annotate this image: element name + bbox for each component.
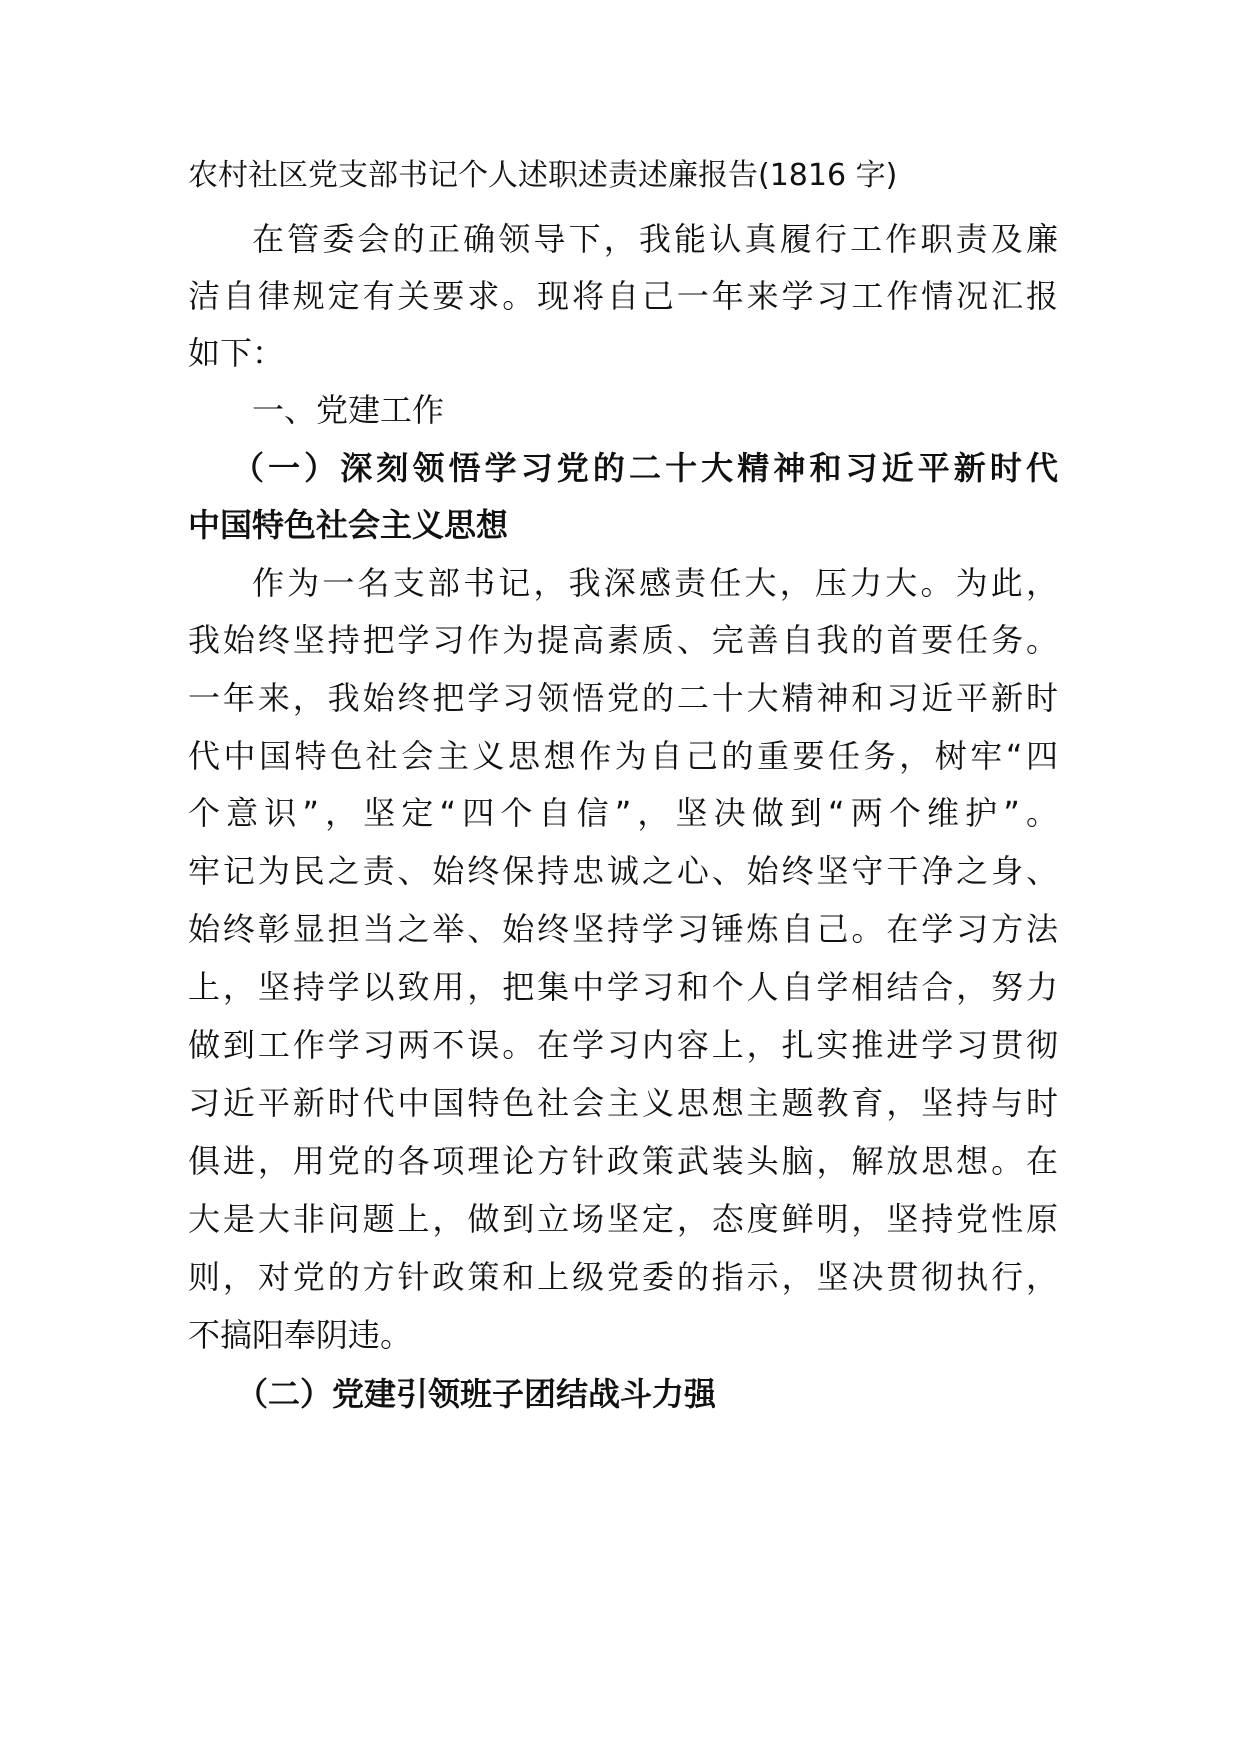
body-line-8: 上，坚持学以致用，把集中学习和个人自学相结合，努力 xyxy=(188,968,1058,1006)
body-line-13: 则，对党的方针政策和上级党委的指示，坚决贯彻执行， xyxy=(188,1258,1058,1296)
subsection-heading-1-line-1: （一）深刻领悟学习党的二十大精神和习近平新时代 xyxy=(232,449,1058,487)
intro-line-1: 在管委会的正确领导下，我能认真履行工作职责及廉 xyxy=(252,220,1058,258)
body-line-5: 个意识”，坚定“四个自信”，坚决做到“两个维护”。 xyxy=(188,794,1058,832)
body-line-11: 俱进，用党的各项理论方针政策武装头脑，解放思想。在 xyxy=(188,1142,1058,1180)
intro-line-2: 洁自律规定有关要求。现将自己一年来学习工作情况汇报 xyxy=(188,277,1058,315)
body-line-9: 做到工作学习两不误。在学习内容上，扎实推进学习贯彻 xyxy=(188,1026,1058,1064)
subsection-heading-2: （二）党建引领班子团结战斗力强 xyxy=(236,1375,717,1413)
body-line-7: 始终彰显担当之举、始终坚持学习锤炼自己。在学习方法 xyxy=(188,910,1058,948)
body-line-4: 代中国特色社会主义思想作为自己的重要任务，树牢“四 xyxy=(188,737,1058,775)
body-line-6: 牢记为民之责、始终保持忠诚之心、始终坚守干净之身、 xyxy=(188,852,1058,890)
body-line-14: 不搞阳奉阴违。 xyxy=(188,1316,413,1354)
body-line-1: 作为一名支部书记，我深感责任大，压力大。为此， xyxy=(252,564,1058,602)
body-line-2: 我始终坚持把学习作为提高素质、完善自我的首要任务。 xyxy=(188,621,1058,659)
section-heading-party-building: 一、党建工作 xyxy=(252,391,445,429)
body-line-10: 习近平新时代中国特色社会主义思想主题教育，坚持与时 xyxy=(188,1084,1058,1122)
subsection-heading-1-line-2: 中国特色社会主义思想 xyxy=(188,506,509,544)
body-line-12: 大是大非问题上，做到立场坚定，态度鲜明，坚持党性原 xyxy=(188,1200,1058,1238)
intro-line-3: 如下： xyxy=(188,334,285,372)
body-line-3: 一年来，我始终把学习领悟党的二十大精神和习近平新时 xyxy=(188,679,1058,717)
document-title: 农村社区党支部书记个人述职述责述廉报告(1816 字) xyxy=(188,158,898,193)
